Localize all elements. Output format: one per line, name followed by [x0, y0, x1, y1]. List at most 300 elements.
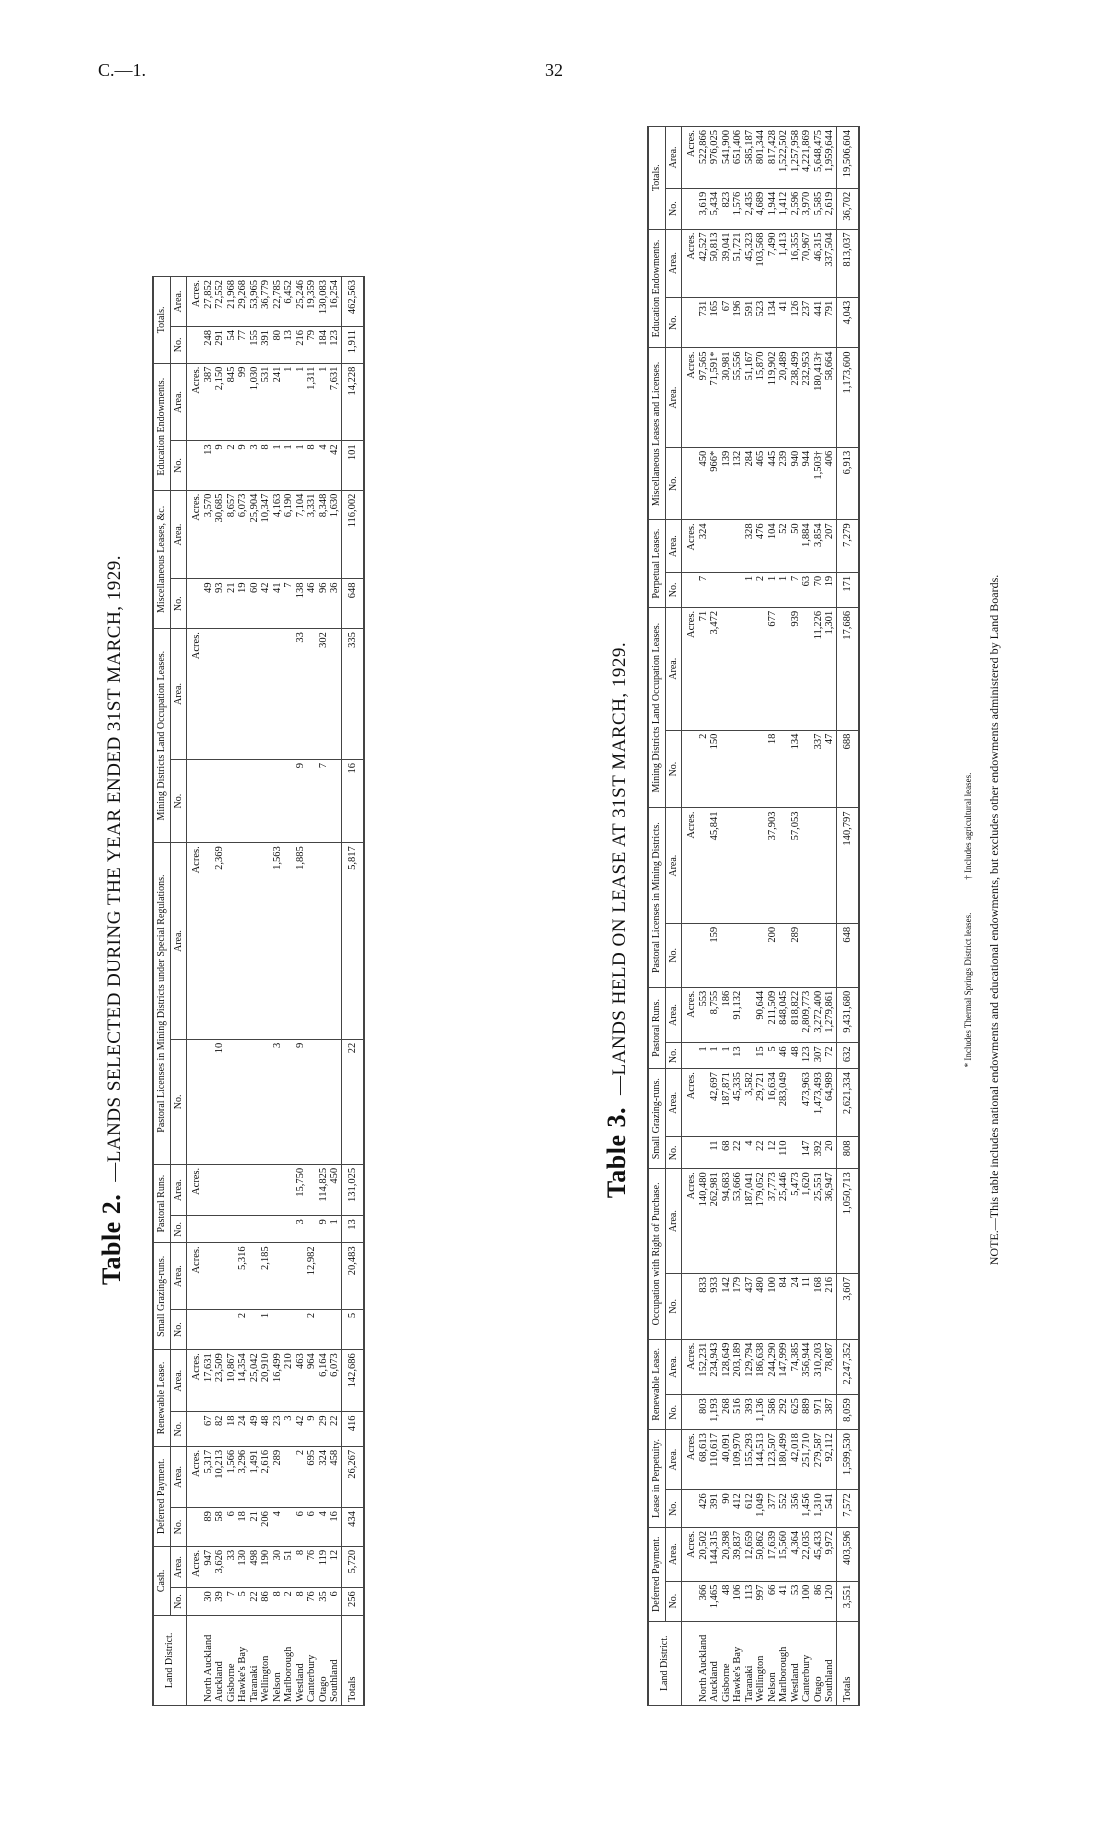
table2-row: [306, 277, 318, 1706]
table3-cell: 48: [790, 1043, 802, 1069]
table3-cell: 3,854: [813, 520, 825, 572]
table3-total-cell: 9,431,680: [836, 987, 859, 1043]
table3-cell: 142: [721, 1274, 733, 1340]
table2-cell: [226, 843, 238, 1039]
table2-land-district: North Auckland: [203, 1615, 215, 1705]
table3-cell: [744, 923, 756, 987]
table3-cell: [801, 923, 813, 987]
table2-cell: 130,083: [318, 277, 330, 327]
table3-cell: 522,866: [698, 127, 710, 189]
table3-cell: [732, 923, 744, 987]
table2-total-cell: 256: [341, 1588, 364, 1616]
table3-cell: 1,473,493: [813, 1069, 825, 1137]
table2-subheader-no: No.: [170, 1309, 187, 1349]
table3-cell: 1,884: [801, 520, 813, 572]
table2-cell: 8,348: [318, 490, 330, 579]
table2-cell: 96: [318, 579, 330, 629]
table3-total-cell: 403,596: [836, 1527, 859, 1581]
t2-header-group: Miscellaneous Leases, &c.: [153, 490, 170, 628]
table3-cell: 3,472: [709, 607, 721, 730]
table2-land-district: Canterbury: [306, 1615, 318, 1705]
table3-cell: [790, 1069, 802, 1137]
table3-units-row: [682, 127, 698, 1706]
table2-subheader-area: Area.: [170, 363, 187, 441]
table2-row: [226, 277, 238, 1706]
table3-cell: 11: [801, 1274, 813, 1340]
table3-total-cell: 19,506,604: [836, 127, 859, 189]
table3-cell: 1: [778, 572, 790, 607]
table3-cell: 84: [778, 1274, 790, 1340]
table2-cell: [214, 759, 226, 842]
table3-cell: [778, 923, 790, 987]
table2-total-cell: 20,483: [341, 1243, 364, 1310]
table3-row: [721, 127, 733, 1706]
table2-cell: [203, 1243, 215, 1310]
table2-row: [318, 277, 330, 1706]
table2-cell: 8: [306, 441, 318, 490]
table3-subheader-no: No.: [665, 1395, 682, 1430]
table2-cell: [272, 759, 284, 842]
table3-units-acres: Acres.: [682, 348, 698, 447]
table2-cell: 1,030: [249, 363, 261, 441]
table2-cell: 76: [306, 1546, 318, 1587]
table3-cell: 12: [767, 1137, 779, 1169]
table2-number: Table 2.: [97, 1193, 126, 1285]
table2-cell: [272, 1309, 284, 1349]
table2-cell: 15,750: [295, 1164, 307, 1215]
table2-total-cell: 16: [341, 759, 364, 842]
table3-cell: 66: [767, 1581, 779, 1621]
table3-cell: 232,953: [801, 348, 813, 447]
table3-cell: [755, 607, 767, 730]
table3-cell: 179,052: [755, 1169, 767, 1274]
table2-land-district: Southland: [329, 1615, 341, 1705]
table3-subheader-no: No.: [665, 1043, 682, 1069]
table3-cell: 328: [744, 520, 756, 572]
table2-cell: [226, 1039, 238, 1164]
table3-subheader-no: No.: [665, 1274, 682, 1340]
table3-cell: 139: [721, 447, 733, 520]
table2-cell: 29,268: [237, 277, 249, 327]
table2-cell: 130: [237, 1546, 249, 1587]
table2-cell: 1: [295, 441, 307, 490]
table3-cell: 244,290: [767, 1339, 779, 1395]
table3-total-cell: 1,599,530: [836, 1430, 859, 1490]
table2-cell: 86: [260, 1588, 272, 1616]
table3-cell: 106: [732, 1581, 744, 1621]
table3-cell: [801, 808, 813, 923]
table2-cell: [203, 629, 215, 760]
table3-cell: 2: [755, 572, 767, 607]
table2-cell: [306, 1164, 318, 1215]
table2-cell: [283, 1309, 295, 1349]
table2-cell: [249, 1039, 261, 1164]
table3-cell: 110,617: [709, 1430, 721, 1490]
table3-cell: 971: [813, 1395, 825, 1430]
table3-land-district: Gisborne: [721, 1621, 733, 1705]
table3-units-blank: [682, 188, 698, 229]
table3-cell: 68,613: [698, 1430, 710, 1490]
table3-units-blank: [682, 1137, 698, 1169]
table3-row: [755, 127, 767, 1706]
table2-cell: 210: [283, 1350, 295, 1412]
table2-cell: [237, 629, 249, 760]
table2-cell: 1,311: [306, 363, 318, 441]
table2-cell: 17,631: [203, 1350, 215, 1412]
t3-header-group: Totals.: [648, 127, 665, 230]
table3-total-cell: 688: [836, 730, 859, 808]
table3-cell: [732, 520, 744, 572]
table2-subheader-no: No.: [170, 1412, 187, 1446]
table2-units-row: [187, 277, 203, 1706]
table3-cell: 262,981: [709, 1169, 721, 1274]
t2-header-group: Small Grazing-runs.: [153, 1243, 170, 1350]
table3-cell: 37,773: [767, 1169, 779, 1274]
table2-cell: [318, 1309, 330, 1349]
table3-cell: 39,041: [721, 229, 733, 297]
rotated-page-content: [57, 120, 1057, 1720]
table2-cell: 3: [283, 1412, 295, 1446]
table2-cell: [214, 1243, 226, 1310]
table3-cell: 48: [721, 1581, 733, 1621]
table2-cell: 3,331: [306, 490, 318, 579]
table3-cell: 24: [790, 1274, 802, 1340]
table2-cell: [214, 1309, 226, 1349]
table3-cell: [744, 987, 756, 1043]
table2-subheader-area: Area.: [170, 1446, 187, 1507]
table3-cell: 71: [698, 607, 710, 730]
table3-subheader-area: Area.: [665, 607, 682, 730]
table3-total-cell: 3,607: [836, 1274, 859, 1340]
table2-cell: 30: [203, 1588, 215, 1616]
table2-cell: 23,509: [214, 1350, 226, 1412]
table3-total-cell: 1,050,713: [836, 1169, 859, 1274]
table2-cell: 138: [295, 579, 307, 629]
table2-cell: 16,499: [272, 1350, 284, 1412]
table3-total-cell: 36,702: [836, 188, 859, 229]
table3-cell: 45,433: [813, 1527, 825, 1581]
table3-cell: 207: [824, 520, 836, 572]
table3-units-blank: [682, 1490, 698, 1528]
table2-cell: 8: [260, 441, 272, 490]
table3-cell: 52: [778, 520, 790, 572]
table2-land-district: Taranaki: [249, 1615, 261, 1705]
table3-cell: 823: [721, 188, 733, 229]
table3-subheader-area: Area.: [665, 127, 682, 189]
table3-cell: 196: [732, 297, 744, 348]
table2-cell: 22,785: [272, 277, 284, 327]
table3-row: [732, 127, 744, 1706]
t2-header-land-district: Land District.: [153, 1615, 187, 1705]
table3-cell: 366: [698, 1581, 710, 1621]
table2-cell: [272, 629, 284, 760]
table3-cell: 113: [744, 1581, 756, 1621]
table3-cell: 445: [767, 447, 779, 520]
table2-cell: [260, 629, 272, 760]
table2-cell: 35: [318, 1588, 330, 1616]
table3-cell: 2,435: [744, 188, 756, 229]
table2-subheader-area: Area.: [170, 490, 187, 579]
table2-land-district: Wellington: [260, 1615, 272, 1705]
table3-cell: 393: [744, 1395, 756, 1430]
table2-cell: 123: [329, 327, 341, 364]
table3-cell: 944: [801, 447, 813, 520]
table3-cell: 268: [721, 1395, 733, 1430]
table2-cell: [306, 1039, 318, 1164]
table2-cell: 1,563: [272, 843, 284, 1039]
table3-row: [778, 127, 790, 1706]
table2-units-acres: Acres.: [187, 490, 203, 579]
table3-subheader-no: No.: [665, 730, 682, 808]
table2-subheader-no: No.: [170, 1216, 187, 1243]
table2-cell: [249, 1309, 261, 1349]
table3-cell: [721, 520, 733, 572]
table2-cell: 291: [214, 327, 226, 364]
t2-header-group: Renewable Lease.: [153, 1350, 170, 1447]
table3-cell: 123: [801, 1043, 813, 1069]
table3-cell: 1: [744, 572, 756, 607]
table3-cell: 889: [801, 1395, 813, 1430]
table2-cell: 6: [306, 1508, 318, 1547]
table2-cell: 8: [295, 1588, 307, 1616]
table3-cell: 4,689: [755, 188, 767, 229]
table2-cell: [329, 1309, 341, 1349]
table2-cell: [203, 759, 215, 842]
table3-cell: 3,970: [801, 188, 813, 229]
table3-cell: 1,279,861: [824, 987, 836, 1043]
table2-cell: [306, 843, 318, 1039]
t3-header-group: Pastoral Licenses in Mining Districts.: [648, 808, 665, 987]
table2-cell: 3,626: [214, 1546, 226, 1587]
table2-units-blank: [187, 759, 203, 842]
table3-cell: 818,822: [790, 987, 802, 1043]
table2-cell: [283, 1216, 295, 1243]
table3-cell: 337: [813, 730, 825, 808]
table2-units-acres: Acres.: [187, 1546, 203, 1587]
table2-cell: [318, 1039, 330, 1164]
table3-cell: 16,355: [790, 229, 802, 297]
table2-cell: 82: [214, 1412, 226, 1446]
table2-land-district: Westland: [295, 1615, 307, 1705]
table3-cell: 11,226: [813, 607, 825, 730]
table2-cell: [329, 1243, 341, 1310]
table2-cell: [260, 1216, 272, 1243]
table3-cell: 2,596: [790, 188, 802, 229]
table2-cell: 8: [295, 1546, 307, 1587]
table3-cell: 5,585: [813, 188, 825, 229]
table3-cell: 817,428: [767, 127, 779, 189]
table2-cell: 76: [306, 1588, 318, 1616]
table3-cell: 1: [721, 1043, 733, 1069]
table3-cell: 152,231: [698, 1339, 710, 1395]
table3-cell: [732, 730, 744, 808]
table2-cell: 9: [318, 1216, 330, 1243]
table2-total-cell: 14,228: [341, 363, 364, 441]
table2-cell: 206: [260, 1508, 272, 1547]
table3-units-acres: Acres.: [682, 1339, 698, 1395]
table3-cell: 1,456: [801, 1490, 813, 1528]
table2-cell: 42: [329, 441, 341, 490]
table2-cell: [203, 1309, 215, 1349]
table2-cell: 4: [318, 441, 330, 490]
table3-cell: 45,335: [732, 1069, 744, 1137]
table3-units-blank: [682, 923, 698, 987]
table2-caption: —LANDS SELECTED DURING THE YEAR ENDED 31ST MARCH, 1929.: [104, 555, 125, 1182]
table2-cell: 12,982: [306, 1243, 318, 1310]
table3-cell: [755, 730, 767, 808]
table3-cell: 132: [732, 447, 744, 520]
table2-units-blank: [187, 1412, 203, 1446]
table3-total-cell: 813,037: [836, 229, 859, 297]
table2-cell: 248: [203, 327, 215, 364]
table3-subheader-no: No.: [665, 1490, 682, 1528]
table3-cell: [698, 923, 710, 987]
table2-cell: 1,491: [249, 1446, 261, 1507]
table2-subheader-area: Area.: [170, 843, 187, 1039]
table2-cell: 387: [203, 363, 215, 441]
table2-cell: 10: [214, 1039, 226, 1164]
table3-cell: 473,963: [801, 1069, 813, 1137]
table2-cell: [329, 843, 341, 1039]
table3-cell: 216: [824, 1274, 836, 1340]
table3-cell: 58,664: [824, 348, 836, 447]
table2-cell: 42: [260, 579, 272, 629]
table3-caption: —LANDS HELD ON LEASE AT 31ST MARCH, 1929.: [609, 641, 630, 1095]
table3-subheader-area: Area.: [665, 987, 682, 1043]
table3-cell: 625: [790, 1395, 802, 1430]
table2-total-cell: 13: [341, 1216, 364, 1243]
table2-subheader-area: Area.: [170, 1164, 187, 1215]
table3-cell: 239: [778, 447, 790, 520]
table3-total-cell: 4,043: [836, 297, 859, 348]
table2-total-cell: 434: [341, 1508, 364, 1547]
table2-cell: 6,452: [283, 277, 295, 327]
table3-row: [709, 127, 721, 1706]
table3-cell: [709, 520, 721, 572]
table2-cell: 60: [249, 579, 261, 629]
table2-cell: [272, 1216, 284, 1243]
table2-cell: 1,566: [226, 1446, 238, 1507]
table3-subheader-no: No.: [665, 1137, 682, 1169]
table2-total-cell: 5,720: [341, 1546, 364, 1587]
table3-cell: 53: [790, 1581, 802, 1621]
table3-cell: 552: [778, 1490, 790, 1528]
t2-header-group: Pastoral Licenses in Mining Districts under Special Regulations.: [153, 843, 170, 1165]
table2-cell: [295, 1243, 307, 1310]
table3-cell: 42,527: [698, 229, 710, 297]
table3-cell: 78,087: [824, 1339, 836, 1395]
table3-cell: 30,981: [721, 348, 733, 447]
table3-cell: 586: [767, 1395, 779, 1430]
table3-cell: 441: [813, 297, 825, 348]
table2-cell: [237, 843, 249, 1039]
table3-cell: 1,136: [755, 1395, 767, 1430]
table3-cell: 12,659: [744, 1527, 756, 1581]
table2-cell: [203, 1164, 215, 1215]
table3-cell: 103,568: [755, 229, 767, 297]
table3-cell: 4: [744, 1137, 756, 1169]
table3-land-district: Taranaki: [744, 1621, 756, 1705]
table2-units-acres: Acres.: [187, 843, 203, 1039]
table2-cell: 58: [214, 1508, 226, 1547]
table2-total-cell: 131,025: [341, 1164, 364, 1215]
table3-cell: 731: [698, 297, 710, 348]
table2-totals-label: Totals: [341, 1615, 364, 1705]
table3-total-cell: 7,279: [836, 520, 859, 572]
table2-cell: 77: [237, 327, 249, 364]
table3-units-acres: Acres.: [682, 520, 698, 572]
table2-cell: 2,616: [260, 1446, 272, 1507]
table3-total-cell: 8,059: [836, 1395, 859, 1430]
table2-cell: 93: [214, 579, 226, 629]
table3-row: [824, 127, 836, 1706]
table2-cell: [329, 1039, 341, 1164]
table3-cell: 2: [698, 730, 710, 808]
table3-cell: 292: [778, 1395, 790, 1430]
table2-units-acres: Acres.: [187, 629, 203, 760]
page-number: 32: [545, 60, 563, 80]
table2-cell: 184: [318, 327, 330, 364]
table3-cell: 426: [698, 1490, 710, 1528]
table2-cell: 1: [283, 441, 295, 490]
table3-land-district: Otago: [813, 1621, 825, 1705]
table2-cell: [237, 1039, 249, 1164]
table3-cell: [778, 730, 790, 808]
table3-cell: 933: [709, 1274, 721, 1340]
table3-cell: 147,999: [778, 1339, 790, 1395]
table2-cell: 29: [318, 1412, 330, 1446]
table2-cell: 1: [272, 441, 284, 490]
table3-cell: 1,257,958: [790, 127, 802, 189]
table3-cell: 976,025: [709, 127, 721, 189]
table2-units-blank: [187, 1216, 203, 1243]
table3-cell: 128,649: [721, 1339, 733, 1395]
table3-cell: 67: [721, 297, 733, 348]
table3-land-district: Nelson: [767, 1621, 779, 1705]
table3-cell: 8,755: [709, 987, 721, 1043]
table3-cell: 155,293: [744, 1430, 756, 1490]
table3-cell: 377: [767, 1490, 779, 1528]
table3-cell: 68: [721, 1137, 733, 1169]
table2-cell: 190: [260, 1546, 272, 1587]
table3-cell: 356: [790, 1490, 802, 1528]
table3-cell: 187,041: [744, 1169, 756, 1274]
table3-total-cell: 2,621,334: [836, 1069, 859, 1137]
table2-cell: [226, 1309, 238, 1349]
table3-cell: 16,634: [767, 1069, 779, 1137]
table2-cell: 54: [226, 327, 238, 364]
table2-cell: [214, 1216, 226, 1243]
table2-cell: [249, 629, 261, 760]
page-code: C.—1.: [98, 60, 147, 80]
table2-row: [272, 277, 284, 1706]
table3-cell: 476: [755, 520, 767, 572]
table3-cell: 480: [755, 1274, 767, 1340]
table2-row: [249, 277, 261, 1706]
table3-cell: [721, 730, 733, 808]
table2-cell: 6,073: [237, 490, 249, 579]
table3-cell: 140,480: [698, 1169, 710, 1274]
table2-total-cell: 416: [341, 1412, 364, 1446]
table2-total-cell: 648: [341, 579, 364, 629]
table2-cell: 119: [318, 1546, 330, 1587]
table2-cell: 3: [272, 1039, 284, 1164]
table3-subheader-area: Area.: [665, 229, 682, 297]
table2-row: [214, 277, 226, 1706]
table3-row: [813, 127, 825, 1706]
t3-header-group: Pastoral Runs.: [648, 987, 665, 1068]
table3-cell: 71,591*: [709, 348, 721, 447]
